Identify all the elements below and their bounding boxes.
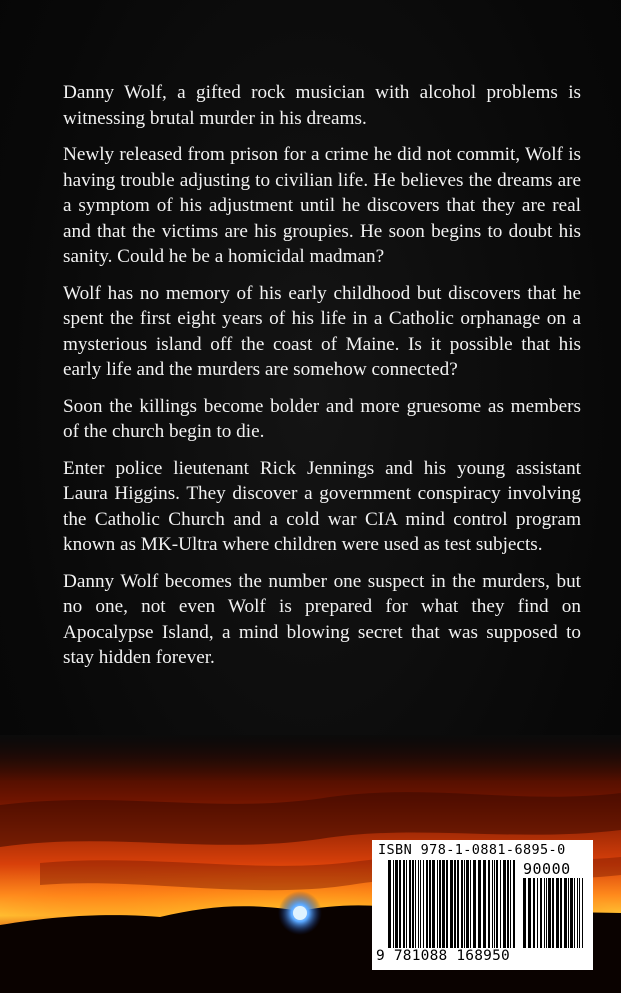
price-code: 90000 — [523, 860, 571, 878]
blurb-paragraph-2: Newly released from prison for a crime he did not commit, Wolf is having trouble adjusting to civilian life. He believes the dreams are a symptom of his adjustment until he discovers that they are real and that the victims are his groupies. He soon begins to doubt his sanity. Could he be a homicidal madman? — [63, 144, 581, 267]
ean-digits: 9 781088 168950 — [376, 948, 510, 964]
blurb-paragraph-6: Danny Wolf becomes the number one suspect in the murders, but no one, not even Wolf is prepared for what they find on Apocalypse Island, a mind blowing secret that was supposed to stay hidden forever. — [63, 570, 581, 668]
addon-barcode-bars — [523, 878, 585, 948]
blurb-paragraph-3: Wolf has no memory of his early childhood but discovers that he spent the first eight years of his life in a Catholic orphanage on a mysterious island off the coast of Maine. Is it possible that his early life and the murders are somehow connected? — [63, 282, 581, 380]
isbn-barcode — [372, 840, 593, 970]
ean-barcode-bars — [388, 860, 516, 948]
blurb-paragraph-4: Soon the killings become bolder and more gruesome as members of the church begin to die. — [63, 395, 581, 442]
isbn-number: ISBN 978-1-0881-6895-0 — [378, 842, 566, 858]
blurb-paragraph-5: Enter police lieutenant Rick Jennings and his young assistant Laura Higgins. They discover a government conspiracy involving the Catholic Church and a cold war CIA mind control program known as MK-Ultra where children were used as test subjects. — [63, 457, 581, 555]
blurb-paragraph-1: Danny Wolf, a gifted rock musician with alcohol problems is witnessing brutal murder in his dreams. — [63, 82, 581, 129]
blurb-text — [63, 80, 581, 682]
